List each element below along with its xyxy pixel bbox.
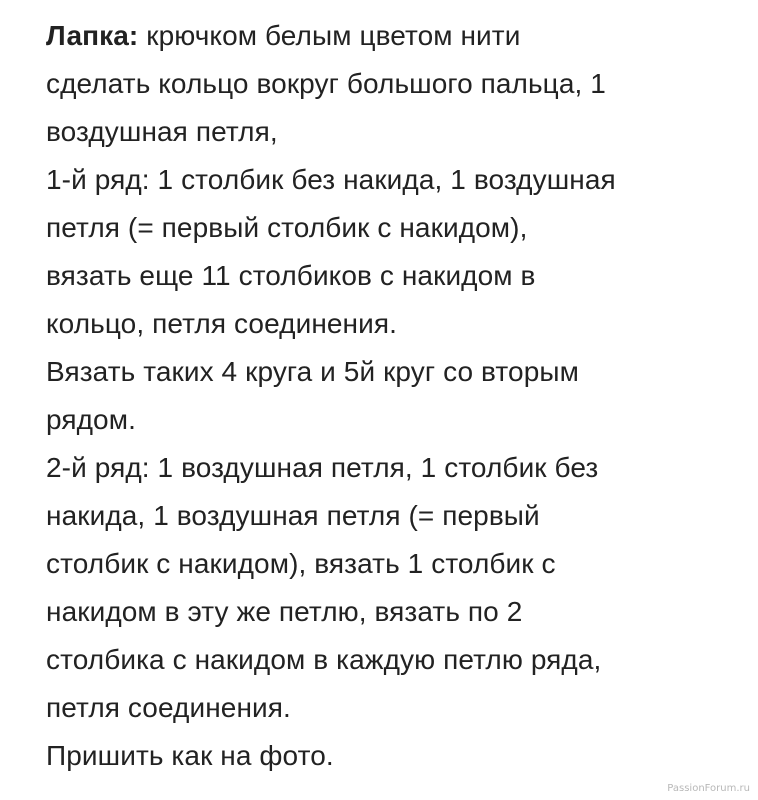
text-line-10: 2-й ряд: 1 воздушная петля, 1 столбик без — [46, 452, 599, 483]
instruction-text — [46, 12, 746, 780]
text-line-4: 1-й ряд: 1 столбик без накида, 1 воздушная — [46, 164, 616, 195]
text-line-13: накидом в эту же петлю, вязать по 2 — [46, 596, 523, 627]
text-line-1 — [46, 12, 746, 60]
text-line-14: столбика с накидом в каждую петлю ряда, — [46, 644, 602, 675]
text-line-16: Пришить как на фото. — [46, 740, 334, 771]
text-line-8: Вязать таких 4 круга и 5й круг со вторым — [46, 356, 579, 387]
text-line-2: сделать кольцо вокруг большого пальца, 1 — [46, 68, 606, 99]
section-heading: Лапка: — [46, 20, 139, 51]
text-line-1-body: крючком белым цветом нити — [138, 20, 521, 51]
site-watermark: PassionForum.ru — [667, 783, 750, 794]
text-line-9: рядом. — [46, 404, 136, 435]
text-line-6: вязать еще 11 столбиков с накидом в — [46, 260, 536, 291]
text-line-11: накида, 1 воздушная петля (= первый — [46, 500, 540, 531]
text-line-15: петля соединения. — [46, 692, 291, 723]
text-line-12: столбик с накидом), вязать 1 столбик с — [46, 548, 556, 579]
text-line-5: петля (= первый столбик с накидом), — [46, 212, 528, 243]
text-line-7: кольцо, петля соединения. — [46, 308, 397, 339]
text-line-3: воздушная петля, — [46, 116, 278, 147]
